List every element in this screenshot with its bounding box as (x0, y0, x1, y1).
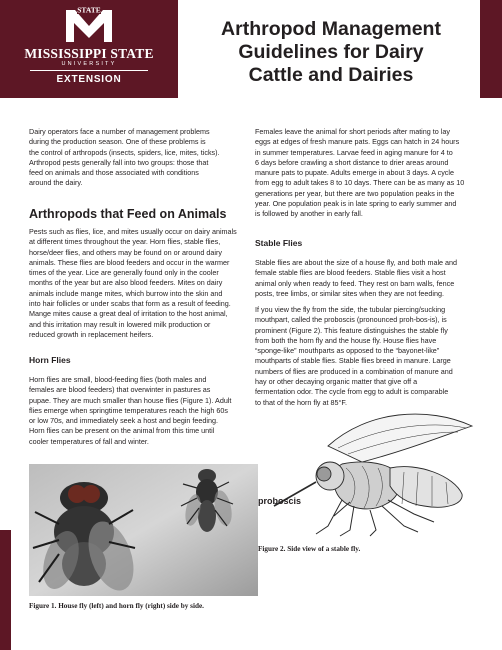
left-column (29, 127, 261, 189)
right-intro-line: generations per year, but there are two population peaks in the (255, 188, 455, 198)
figure-1-photo (29, 464, 258, 596)
feed-paragraph (29, 227, 261, 340)
horn-line: cooler temperatures of fall and winter. (29, 436, 149, 446)
horn-line: Horn flies can be present on the animal from this time until (29, 426, 215, 436)
stable-fly-icon (274, 414, 472, 536)
right-intro-line: from egg to adult takes 8 to 10 days. There can be as many as 10 (255, 178, 465, 188)
logo-university: UNIVERSITY (61, 61, 117, 67)
stable-line: posts, tree limbs, or similar sites when they are not feeding. (255, 288, 444, 298)
stable-line: mouthpart, called the proboscis (pronounced proh-bos-is), is (255, 315, 447, 325)
stable-line: mouthparts of stable flies. Stable flies breed in manure. Large (255, 356, 451, 366)
figure-1-caption: Figure 1. House fly (left) and horn fly (right) side by side. (29, 602, 204, 610)
page-title (186, 18, 476, 87)
right-intro-line: in summer temperatures. Larvae feed in aging manure for 4 to (255, 147, 453, 157)
stable-line: “sponge-like” mouthparts as opposed to the “bayonet-like” (255, 346, 440, 356)
logo-extension: EXTENSION (56, 74, 122, 85)
right-intro-line: 6 days before crawling a short distance to drier areas around (255, 157, 449, 167)
right-intro-line: year. One population peak is in late spring to early summer and (255, 199, 457, 209)
feed-line: and this irritation may result in lowered milk production or (29, 319, 211, 329)
title-line: Guidelines for Dairy (238, 41, 424, 63)
logo-divider (30, 70, 148, 71)
stable-flies-paragraph-1 (255, 258, 487, 299)
logo-emblem-text: STATE (77, 5, 101, 15)
feed-line: animals include mange mites, which burrow into the skin and (29, 288, 223, 298)
proboscis-label: proboscis (258, 496, 302, 506)
horn-line: flies emerge when springtime temperatures reach the high 60s (29, 405, 228, 415)
horn-line: or low 70s, and immediately seek a host and begin feeding. (29, 416, 218, 426)
logo-wordmark: MISSISSIPPI STATE (24, 46, 154, 61)
header-accent-band (480, 0, 502, 98)
intro-line: the control of arthropods (insects, spiders, lice, mites, ticks). (29, 147, 220, 157)
figure-2-caption: Figure 2. Side view of a stable fly. (258, 545, 361, 553)
stable-line: Stable flies are about the size of a house fly, and both male and (255, 258, 458, 267)
stable-line: numbers of flies are produced in a combination of manure and (255, 366, 453, 376)
msu-m-logo-icon (64, 4, 114, 44)
section-heading-feed: Arthropods that Feed on Animals (29, 207, 227, 221)
right-intro-line: manure pats to pupate. Adults emerge in about 3 days. A cycle (255, 168, 454, 178)
msu-extension-logo[interactable] (8, 2, 170, 94)
title-line: Cattle and Dairies (248, 64, 414, 86)
intro-line: during the production season. One of these problems is (29, 137, 206, 147)
right-intro-line: is followed by another in early fall. (255, 209, 363, 219)
subheading-stable-flies: Stable Flies (255, 238, 303, 248)
title-line: Arthropod Management (221, 18, 441, 40)
feed-line: reduced growth in replacement heifers. (29, 329, 154, 339)
stable-line: from both the horn fly and the house fly. House flies have (255, 335, 437, 345)
figure-2-illustration (258, 406, 478, 538)
right-intro-line: eggs at edges of fresh manure pats. Eggs can hatch in 24 hours (255, 137, 460, 147)
intro-paragraph (29, 127, 261, 189)
stable-line: female stable flies are blood feeders. Stable flies visit a host (255, 268, 446, 278)
right-intro-line: Females leave the animal for short periods after mating to lay (255, 127, 450, 136)
right-intro-paragraph (255, 127, 487, 220)
subheading-horn-flies: Horn Flies (29, 355, 71, 365)
feed-line: animals. These flies are blood feeders and occur in the warmer (29, 257, 230, 267)
intro-line: around the dairy. (29, 178, 83, 188)
horn-line: pupae. They are much smaller than house flies (Figure 1). Adult (29, 395, 232, 405)
feed-line: horse/deer flies, and others may be found on or around dairy (29, 247, 222, 257)
feed-line: Mange mites cause a great deal of irritation to the host animal, (29, 309, 228, 319)
feed-line: Pests such as flies, lice, and mites usually occur on dairy animals (29, 227, 237, 236)
stable-line: to that of the horn fly at 85°F. (255, 397, 347, 407)
stable-line: If you view the fly from the side, the tubular piercing/sucking (255, 305, 446, 314)
feed-line: times of the year. Lice are generally found only in the cooler (29, 268, 219, 278)
stable-line: hay or other decaying organic matter that give off a (255, 377, 418, 387)
feed-line: months of the year but are also blood feeders. Mites on dairy (29, 278, 223, 288)
stable-line: prominent (Figure 2). This feature distinguishes the stable fly (255, 325, 448, 335)
horn-line: Horn flies are small, blood-feeding flies (both males and (29, 375, 207, 384)
horn-line: females are blood feeders) that overwinter in pastures as (29, 385, 211, 395)
stable-line: animal only when ready to feed. They rest on barn walls, fence (255, 278, 455, 288)
horn-flies-paragraph (29, 375, 261, 447)
intro-line: feed on animals and those associated with conditions (29, 168, 199, 178)
stable-flies-paragraph-2 (255, 305, 487, 408)
feed-line: into hair follicles or under scabs that form as a result of feeding. (29, 299, 231, 309)
side-accent-bar (0, 530, 11, 650)
stable-line: fermentation odor. The cycle from egg to adult is comparable (255, 387, 449, 397)
intro-line: Dairy operators face a number of management problems (29, 127, 210, 136)
intro-line: Arthropod pests generally fall into two groups: those that (29, 157, 209, 167)
feed-line: at different times throughout the year. Horn flies, stable flies, (29, 237, 221, 247)
